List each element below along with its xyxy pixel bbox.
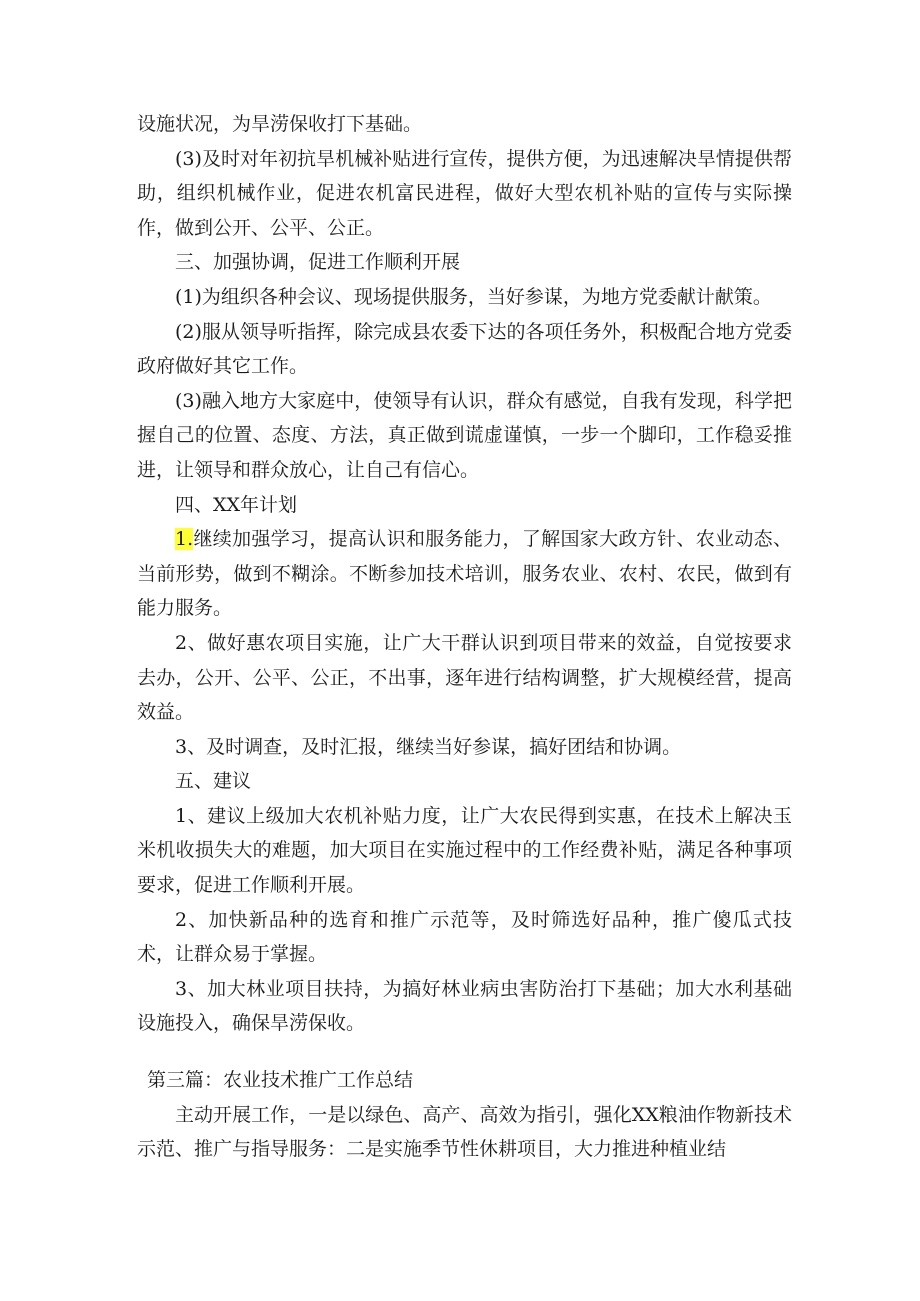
paragraph-item-3-subsidy: (3)及时对年初抗旱机械补贴进行宣传，提供方便，为迅速解决旱情提供帮助，组织机械作业，促进农机富民进程，做好大型农机补贴的宣传与实际操作，做到公开、公平、公正。 — [137, 147, 792, 239]
section-heading-4: 四、XX年计划 — [175, 493, 298, 516]
paragraph-plan-3: 3、及时调查，及时汇报，继续当好参谋，搞好团结和协调。 — [175, 735, 682, 758]
section-heading-3: 三、加强协调，促进工作顺利开展 — [175, 251, 461, 274]
paragraph-item-1-meetings: (1)为组织各种会议、现场提供服务，当好参谋，为地方党委献计献策。 — [175, 285, 772, 308]
paragraph-continuation: 设施状况，为旱涝保收打下基础。 — [137, 113, 423, 135]
paragraph-suggestion-2: 2、加快新品种的选育和推广示范等，及时筛选好品种，推广傻瓜式技术，让群众易于掌握。 — [137, 908, 792, 966]
paragraph-plan-2: 2、做好惠农项目实施，让广大干群认识到项目带来的效益，自觉按要求去办，公开、公平、公正，不出事，逐年进行结构调整，扩大规模经营，提高效益。 — [137, 631, 792, 724]
highlighted-marker: 1. — [175, 528, 194, 551]
section-heading-5: 五、建议 — [175, 770, 252, 793]
paragraph-plan-1 — [137, 522, 792, 626]
paragraph-suggestion-1: 1、建议上级加大农机补贴力度，让广大农民得到实惠，在技术上解决玉米机收损失大的难题，加大项目在实施过程中的工作经费补贴，满足各种事项要求，促进工作顺利开展。 — [137, 804, 792, 897]
section-title-part-3: 第三篇：农业技术推广工作总结 — [147, 1069, 414, 1092]
paragraph-plan-1-text: 继续加强学习，提高认识和服务能力，了解国家大政方针、农业动态、当前形势，做到不糊涂。不断参加技术培训，服务农业、农村、农民，做到有能力服务。 — [137, 528, 792, 620]
paragraph-item-3-integration: (3)融入地方大家庭中，使领导有认识，群众有感觉，自我有发现，科学把握自己的位置、态度、方法，真正做到谎虚谨慎，一步一个脚印，工作稳妥推进，让领导和群众放心，让自己有信心。 — [137, 389, 792, 481]
paragraph-part-3-intro: 主动开展工作，一是以绿色、高产、高效为指引，强化XX粮油作物新技术示范、推广与指导服务：二是实施季节性休耕项目，大力推进种植业结 — [137, 1103, 792, 1161]
document-body — [137, 107, 792, 1167]
paragraph-suggestion-3: 3、加大林业项目扶持，为搞好林业病虫害防治打下基础；加大水利基础设施投入，确保旱涝保收。 — [137, 977, 792, 1035]
paragraph-item-2-leadership: (2)服从领导听指挥，除完成县农委下达的各项任务外，积极配合地方党委政府做好其它工作。 — [137, 320, 792, 378]
